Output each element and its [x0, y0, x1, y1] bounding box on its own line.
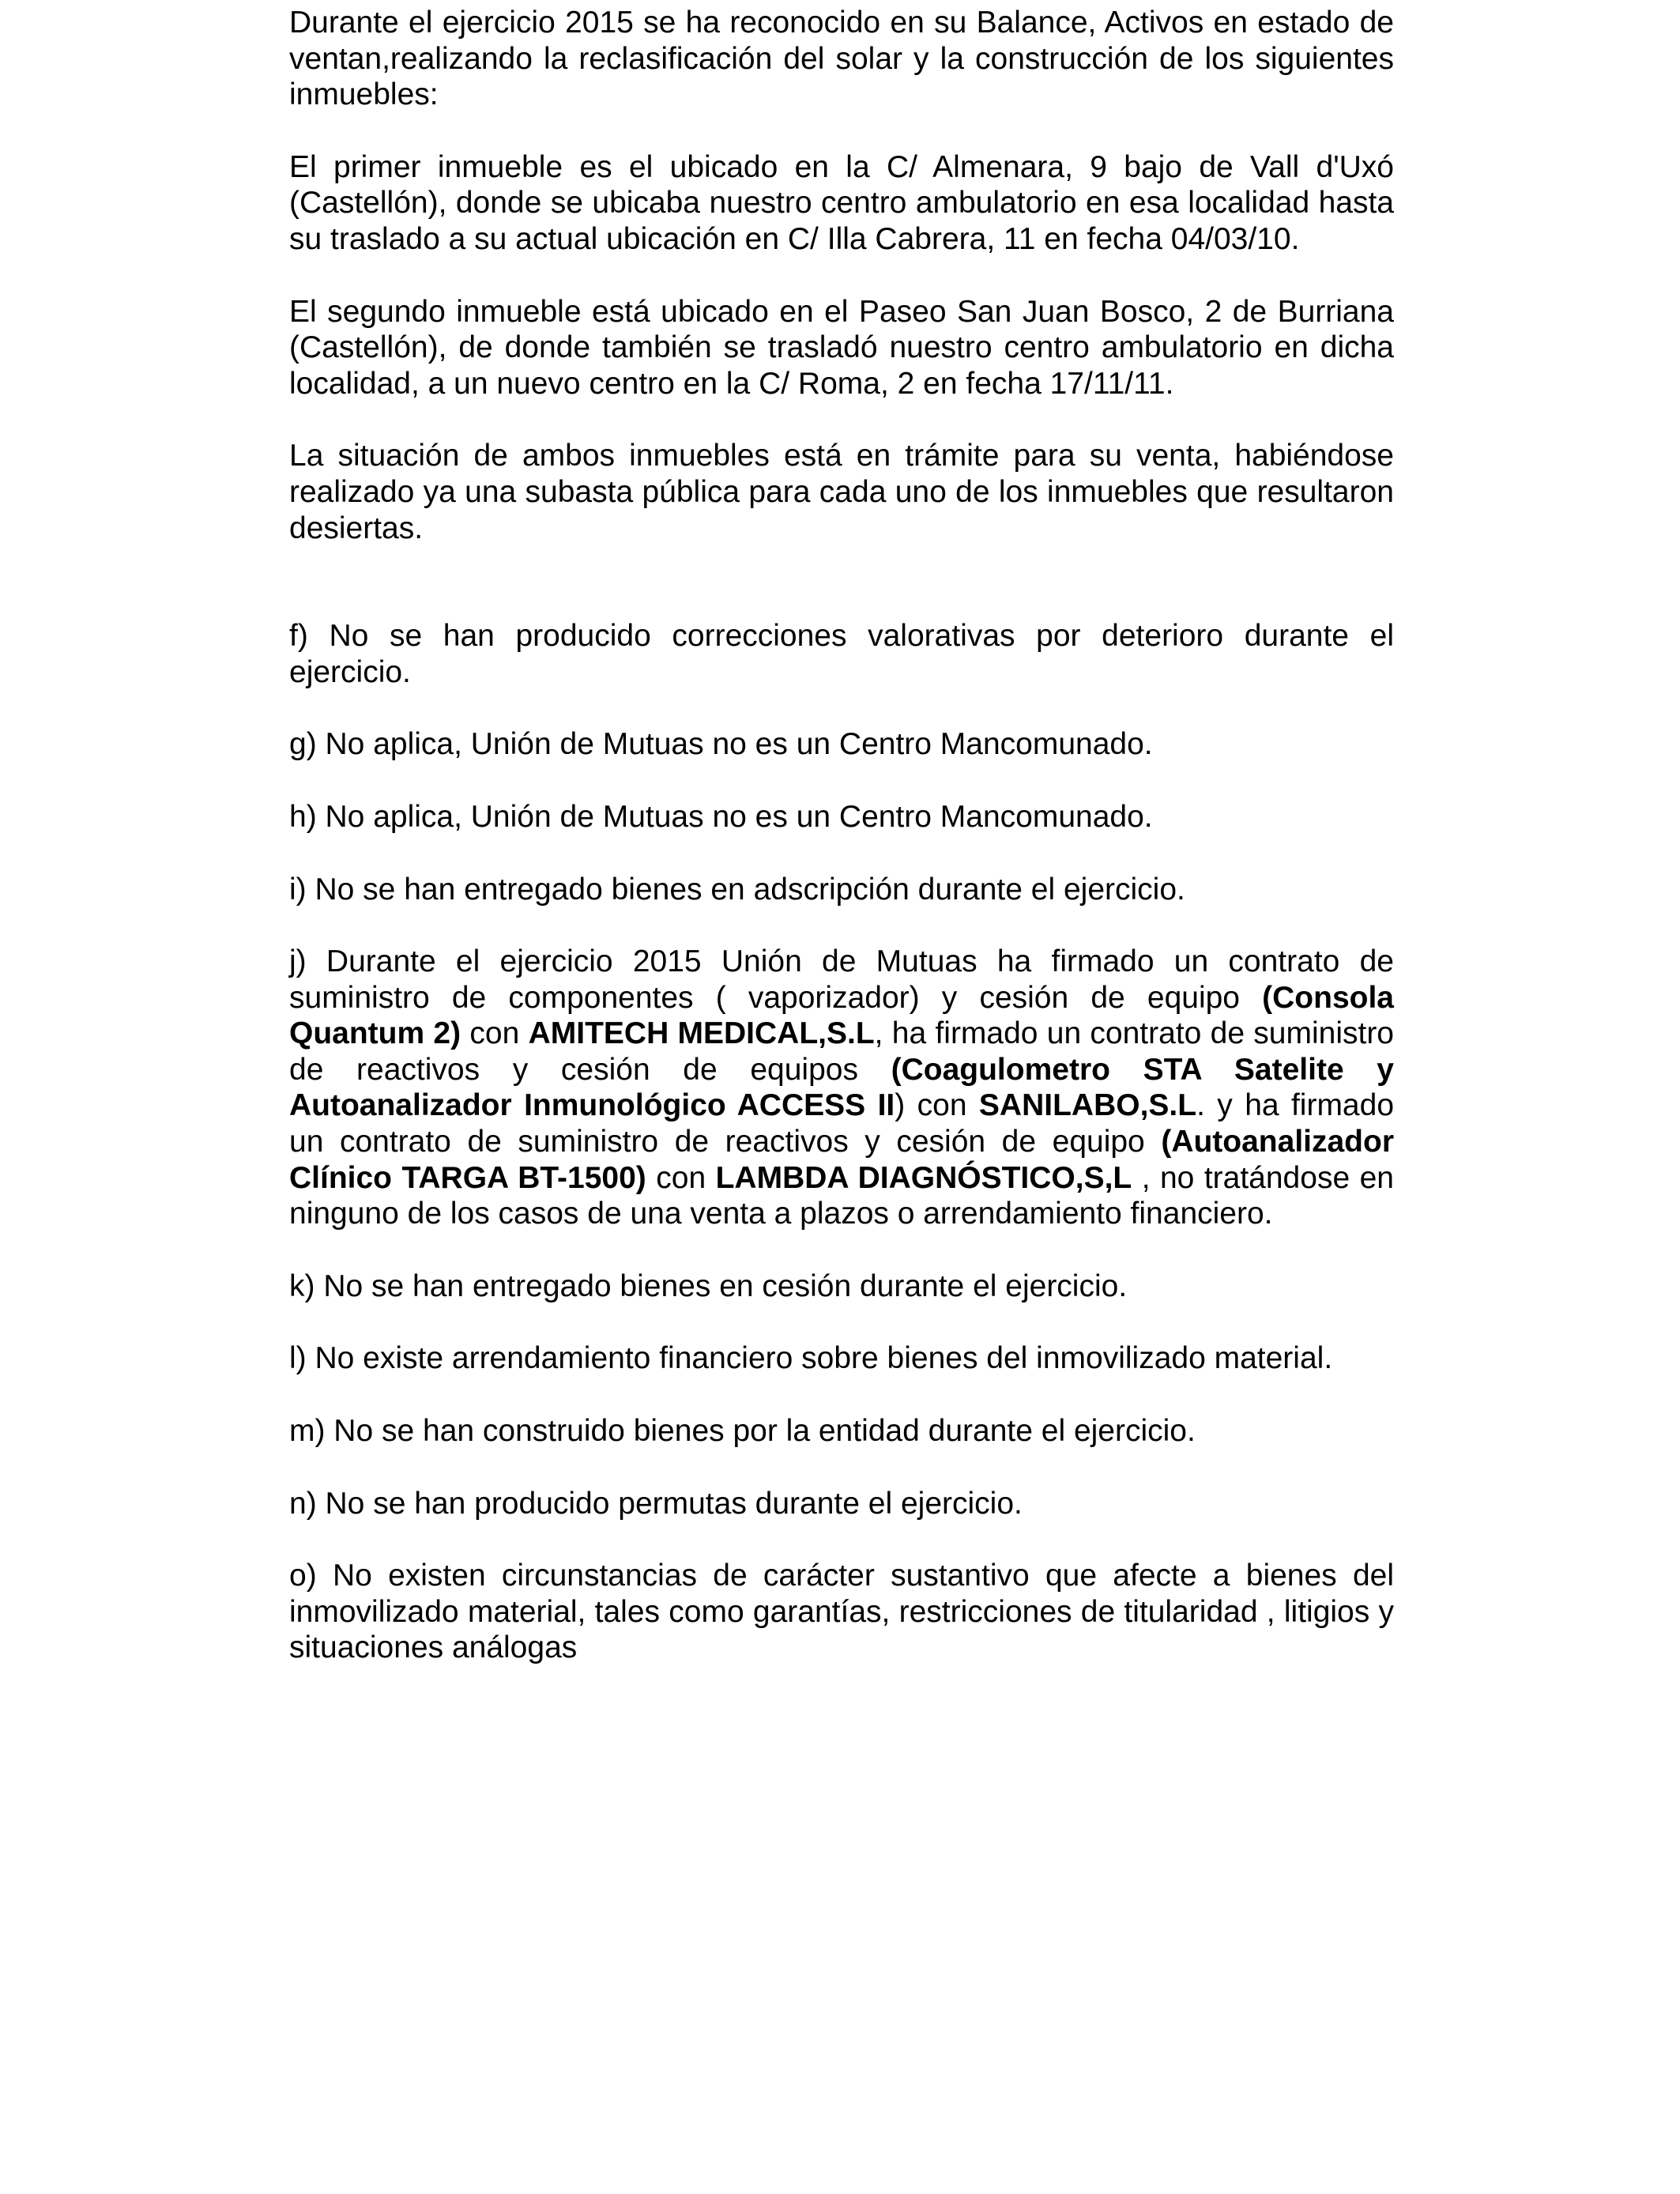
item-f: f) No se han producido correcciones valorativas por deterioro durante el ejercicio. — [289, 619, 1394, 689]
item-j-supplier-1: AMITECH MEDICAL,S.L — [528, 1016, 875, 1051]
item-j-supplier-2: SANILABO,S.L — [978, 1088, 1197, 1123]
item-i: i) No se han entregado bienes en adscripción durante el ejercicio. — [289, 872, 1185, 907]
item-j-equipment-2: (Coagulometro STA Satelite y Autoanalizador Inmunológico ACCESS II — [289, 1052, 1394, 1123]
item-k: k) No se han entregado bienes en cesión durante el ejercicio. — [289, 1269, 1128, 1303]
paragraph-intro: Durante el ejercicio 2015 se ha reconocido en su Balance, Activos en estado de ventan,realizando la reclasificación del solar y la construcción de los siguientes inmuebles: — [289, 6, 1394, 112]
item-o: o) No existen circunstancias de carácter sustantivo que afecte a bienes del inmovilizado material, tales como garantías, restricciones de titularidad , litigios y situaciones análogas — [289, 1559, 1394, 1665]
paragraph-segundo-inmueble: El segundo inmueble está ubicado en el Paseo San Juan Bosco, 2 de Burriana (Castellón), de donde también se trasladó nuestro centro ambulatorio en dicha localidad, a un nuevo centro en la C/ Roma, 2 en fecha 17/11/11. — [289, 294, 1394, 401]
document-body — [289, 0, 1394, 1702]
item-j-text-4: ) con — [895, 1088, 979, 1123]
item-j-text-5: . y ha firmado un contrato de suministro de reactivos y cesión de equipo — [289, 1088, 1395, 1159]
item-j-supplier-3: LAMBDA DIAGNÓSTICO,S,L — [715, 1160, 1132, 1195]
item-j-equipment-1: (Consola Quantum 2) — [289, 980, 1394, 1051]
paragraph-situacion: La situación de ambos inmuebles está en trámite para su venta, habiéndose realizado ya una subasta pública para cada uno de los inmuebles que resultaron desiertas. — [289, 439, 1394, 545]
item-n: n) No se han producido permutas durante el ejercicio. — [289, 1486, 1023, 1521]
item-j — [289, 944, 1394, 1232]
item-j-text-6: con — [646, 1160, 716, 1195]
item-j-text-2: con — [461, 1016, 529, 1051]
paragraph-primer-inmueble: El primer inmueble es el ubicado en la C/ Almenara, 9 bajo de Vall d'Uxó (Castellón), donde se ubicaba nuestro centro ambulatorio en esa localidad hasta su traslado a su actual ubicación en C/ Illa Cabrera, 11 en fecha 04/03/10. — [289, 149, 1394, 256]
item-h: h) No aplica, Unión de Mutuas no es un Centro Mancomunado. — [289, 799, 1153, 834]
item-j-text-1: j) Durante el ejercicio 2015 Unión de Mutuas ha firmado un contrato de suministro de componentes ( vaporizador) y cesión de equipo — [289, 944, 1394, 1015]
item-j-text-7: , no tratándose en ninguno de los casos de una venta a plazos o arrendamiento financiero. — [289, 1160, 1394, 1231]
item-j-text-3: , ha firmado un contrato de suministro de reactivos y cesión de equipos — [289, 1016, 1394, 1087]
item-j-equipment-3: (Autoanalizador Clínico TARGA BT-1500) — [289, 1125, 1394, 1195]
item-m: m) No se han construido bienes por la entidad durante el ejercicio. — [289, 1414, 1196, 1449]
item-l: l) No existe arrendamiento financiero sobre bienes del inmovilizado material. — [289, 1341, 1333, 1376]
item-g: g) No aplica, Unión de Mutuas no es un Centro Mancomunado. — [289, 727, 1153, 762]
